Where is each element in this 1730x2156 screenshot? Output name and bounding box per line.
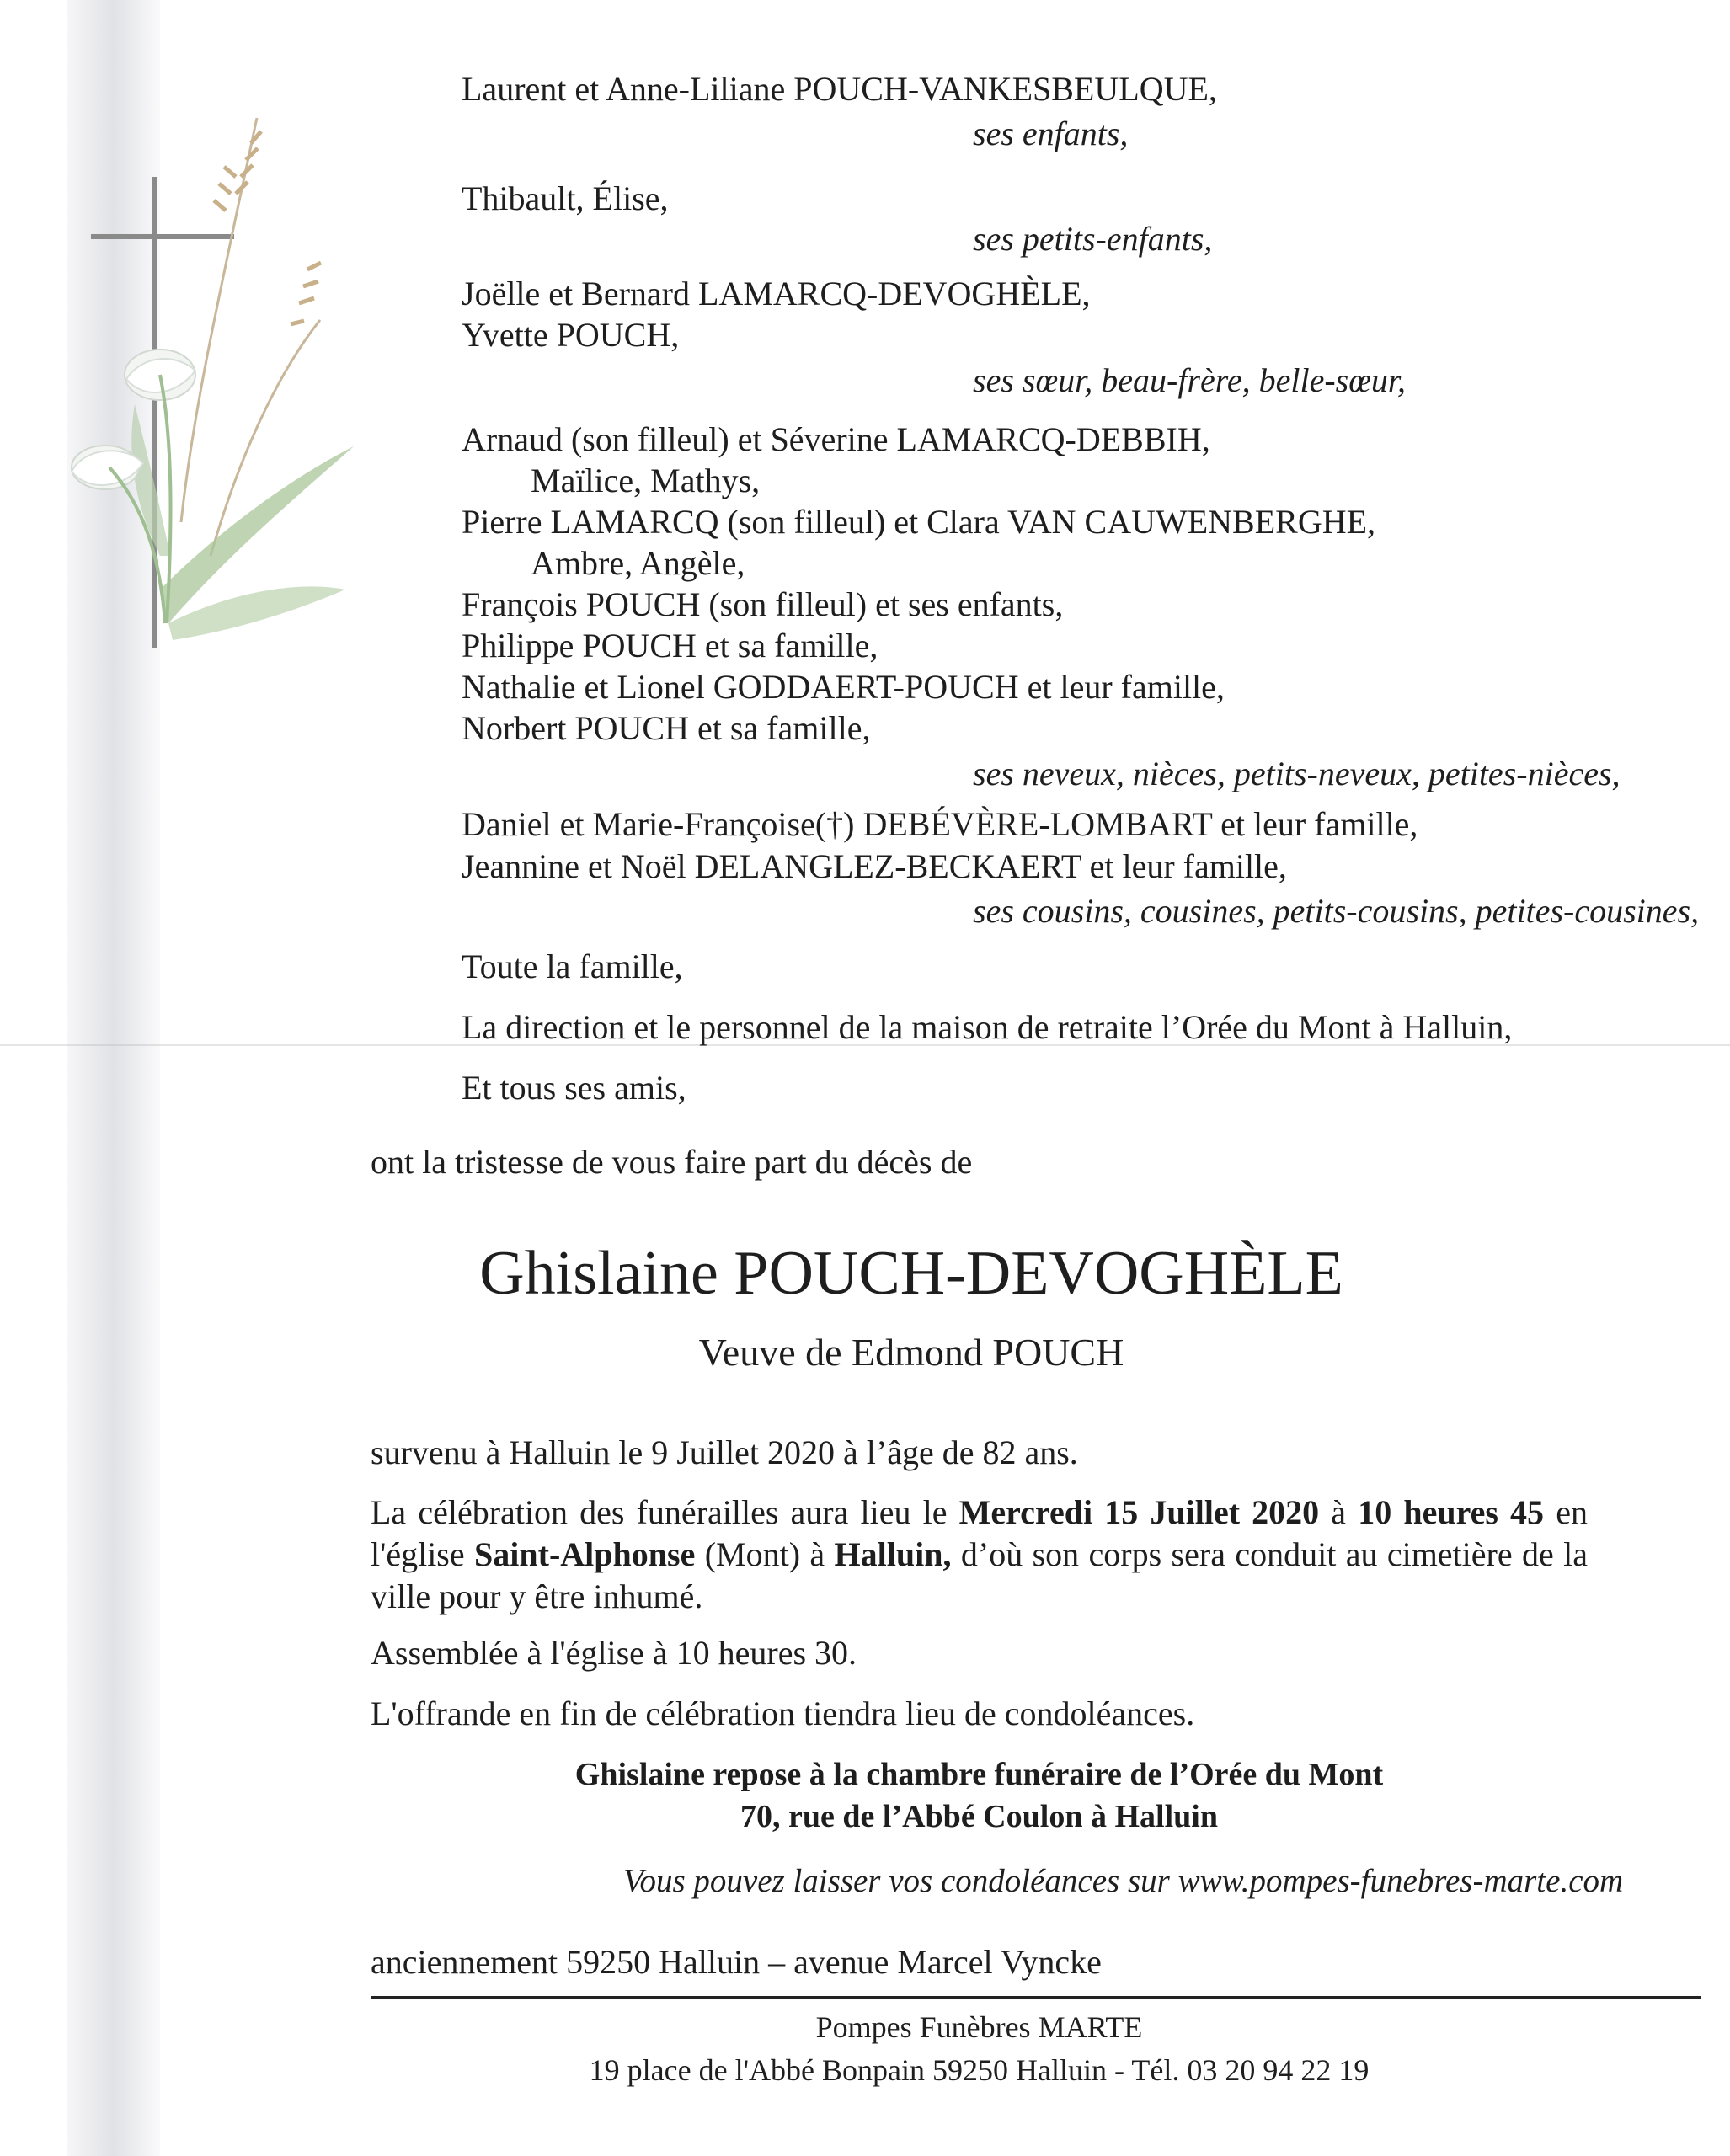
relation-children: ses enfants, xyxy=(973,115,1129,152)
funeral-time: 10 heures 45 xyxy=(1358,1493,1545,1531)
family-line-13: Daniel et Marie-Françoise(†) DEBÉVÈRE-LOMBART et leur famille, xyxy=(462,805,1418,843)
family-line-5: Arnaud (son filleul) et Séverine LAMARCQ-DEBBIH, xyxy=(462,420,1210,458)
funeral-city: Halluin, xyxy=(834,1535,952,1573)
family-line-10: Philippe POUCH et sa famille, xyxy=(462,627,878,664)
footer-divider xyxy=(371,1996,1701,1999)
rest-location-line-1: Ghislaine repose à la chambre funéraire de l’Orée du Mont xyxy=(574,1757,1384,1792)
funeral-home-name: Pompes Funèbres MARTE xyxy=(815,2010,1143,2044)
funeral-details: La célébration des funérailles aura lieu le Mercredi 15 Juillet 2020 à 10 heures 45 en l'église Saint-Alphonse (Mont) à Halluin, d’où son corps sera conduit au cimetière de la ville pour y être inhumé. xyxy=(371,1493,1588,1615)
relation-cousins: ses cousins, cousines, petits-cousins, petites-cousines, xyxy=(973,892,1700,930)
widow-of: Veuve de Edmond POUCH xyxy=(698,1331,1124,1374)
funeral-date: Mercredi 15 Juillet 2020 xyxy=(958,1493,1320,1531)
rest-location-line-2: 70, rue de l’Abbé Coulon à Halluin xyxy=(740,1799,1218,1834)
family-line-3: Joëlle et Bernard LAMARCQ-DEVOGHÈLE, xyxy=(462,275,1091,312)
relation-siblings: ses sœur, beau-frère, belle-sœur, xyxy=(973,361,1407,399)
cross-lily-wheat-icon xyxy=(34,84,371,758)
deceased-name: Ghislaine POUCH-DEVOGHÈLE xyxy=(479,1239,1343,1308)
family-line-8: Ambre, Angèle, xyxy=(531,544,745,582)
relation-nephews: ses neveux, nièces, petits-neveux, petites-nièces, xyxy=(973,755,1621,792)
family-line-16: La direction et le personnel de la maison de retraite l’Orée du Mont à Halluin, xyxy=(462,1008,1513,1046)
family-line-2: Thibault, Élise, xyxy=(462,179,669,217)
announcement: ont la tristesse de vous faire part du décès de xyxy=(371,1143,973,1181)
relation-grandchildren: ses petits-enfants, xyxy=(973,220,1213,258)
family-line-4: Yvette POUCH, xyxy=(462,316,680,354)
funeral-home-address: 19 place de l'Abbé Bonpain 59250 Halluin - Tél. 03 20 94 22 19 xyxy=(589,2053,1370,2087)
funeral-church: Saint-Alphonse xyxy=(474,1535,696,1573)
family-line-12: Norbert POUCH et sa famille, xyxy=(462,709,871,747)
condolences-note: Vous pouvez laisser vos condoléances sur www.pompes-funebres-marte.com xyxy=(623,1863,1624,1899)
family-line-1: Laurent et Anne-Liliane POUCH-VANKESBEULQUE, xyxy=(462,70,1217,108)
offering-info: L'offrande en fin de célébration tiendra lieu de condoléances. xyxy=(371,1694,1195,1732)
family-line-6: Maïlice, Mathys, xyxy=(531,462,761,499)
assembly-info: Assemblée à l'église à 10 heures 30. xyxy=(371,1634,857,1672)
former-address: anciennement 59250 Halluin – avenue Marcel Vyncke xyxy=(371,1943,1102,1981)
family-line-11: Nathalie et Lionel GODDAERT-POUCH et leur famille, xyxy=(462,668,1225,706)
family-line-14: Jeannine et Noël DELANGLEZ-BECKAERT et leur famille, xyxy=(462,847,1287,885)
family-line-7: Pierre LAMARCQ (son filleul) et Clara VAN CAUWENBERGHE, xyxy=(462,503,1376,541)
family-line-17: Et tous ses amis, xyxy=(462,1069,686,1107)
family-line-15: Toute la famille, xyxy=(462,947,683,985)
family-line-9: François POUCH (son filleul) et ses enfants, xyxy=(462,585,1064,623)
death-details: survenu à Halluin le 9 Juillet 2020 à l’âge de 82 ans. xyxy=(371,1433,1078,1471)
